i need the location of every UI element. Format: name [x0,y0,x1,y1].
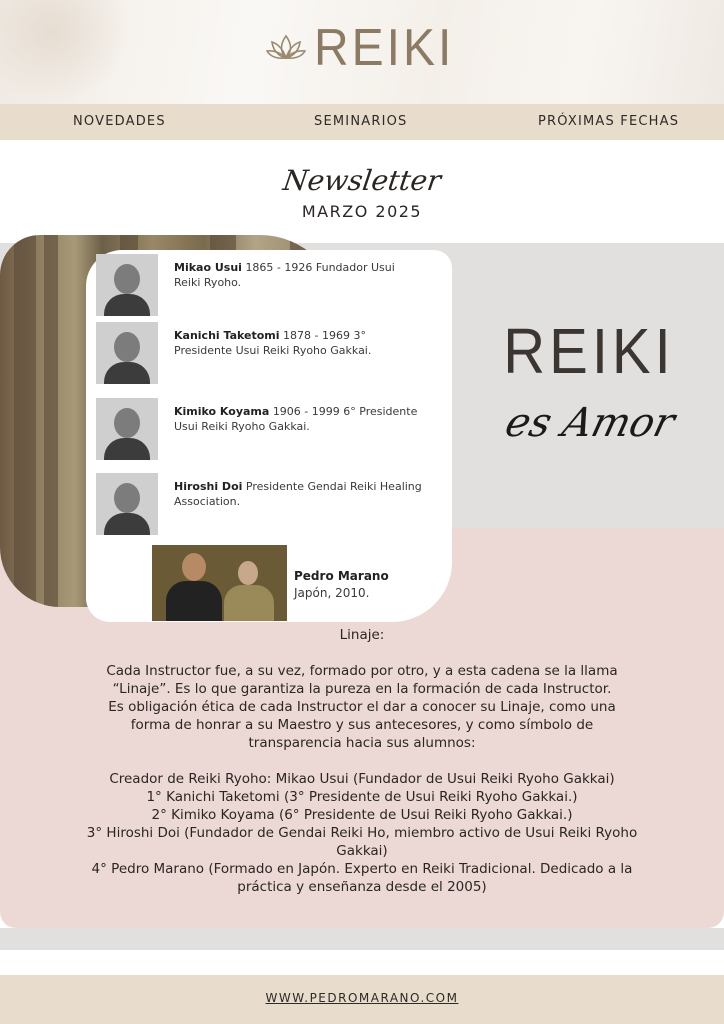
person-name: Kimiko Koyama [174,405,270,418]
lineage-entry [96,254,424,316]
list-line: práctica y enseñanza desde el 2005) [237,879,487,895]
logo-text: REIKI [314,19,455,77]
lineage-heading: Linaje: [339,627,385,643]
tagline-amor: es Amor [500,400,680,446]
lotus-icon [266,32,306,64]
nav-bar [0,104,724,140]
lineage-text [20,626,704,896]
tagline-reiki: REIKI [503,315,675,388]
pm-caption [294,568,389,602]
list-line: Creador de Reiki Ryoho: Mikao Usui (Fundador de Usui Reiki Ryoho Gakkai) [109,771,615,787]
newsletter-title: Newsletter [280,164,444,197]
logo[interactable] [266,19,455,77]
pm-name: Pedro Marano [294,569,389,583]
person-desc: 1878 - 1969 3° Presidente Usui Reiki Ryoho Gakkai. [174,329,372,357]
paragraph-line: “Linaje”. Es lo que garantiza la pureza en la formación de cada Instructor. [112,681,612,697]
nav-item-novedades[interactable]: NOVEDADES [73,114,166,129]
lineage-entry [96,398,424,460]
portrait-photo [96,473,158,535]
paragraph-line: forma de honrar a su Maestro y sus antecesores, y como símbolo de [130,717,594,733]
footer [0,975,724,1024]
person-desc: 1865 - 1926 Fundador Usui Reiki Ryoho. [174,261,395,289]
person-desc: Presidente Gendai Reiki Healing Association. [174,480,422,508]
portrait-photo [96,398,158,460]
person-name: Mikao Usui [174,261,242,274]
nav-item-proximas-fechas[interactable]: PRÓXIMAS FECHAS [538,114,680,129]
list-line: 2° Kimiko Koyama (6° Presidente de Usui Reiki Ryoho Gakkai.) [151,807,573,823]
newsletter-date: MARZO 2025 [301,202,423,221]
person-desc: 1906 - 1999 6° Presidente Usui Reiki Ryoho Gakkai. [174,405,418,433]
paragraph-line: transparencia hacia sus alumnos: [248,735,476,751]
person-name: Hiroshi Doi [174,480,243,493]
list-line: Gakkai) [336,843,388,859]
header-texture [0,0,130,104]
website-link[interactable]: WWW.PEDROMARANO.COM [265,991,459,1005]
list-line: 1° Kanichi Taketomi (3° Presidente de Usui Reiki Ryoho Gakkai.) [146,789,578,805]
pm-desc: Japón, 2010. [294,586,370,600]
nav-item-seminarios[interactable]: SEMINARIOS [314,114,408,129]
lineage-entry [96,322,424,384]
group-photo [152,545,287,621]
header-banner [0,0,724,104]
bottom-band [0,928,724,950]
list-line: 4° Pedro Marano (Formado en Japón. Experto en Reiki Tradicional. Dedicado a la [91,861,633,877]
lineage-entry [96,473,424,535]
portrait-photo [96,254,158,316]
paragraph-line: Cada Instructor fue, a su vez, formado por otro, y a esta cadena se la llama [106,663,618,679]
paragraph-line: Es obligación ética de cada Instructor el dar a conocer su Linaje, como una [108,699,616,715]
list-line: 3° Hiroshi Doi (Fundador de Gendai Reiki Ho, miembro activo de Usui Reiki Ryoho [86,825,638,841]
portrait-photo [96,322,158,384]
person-name: Kanichi Taketomi [174,329,280,342]
